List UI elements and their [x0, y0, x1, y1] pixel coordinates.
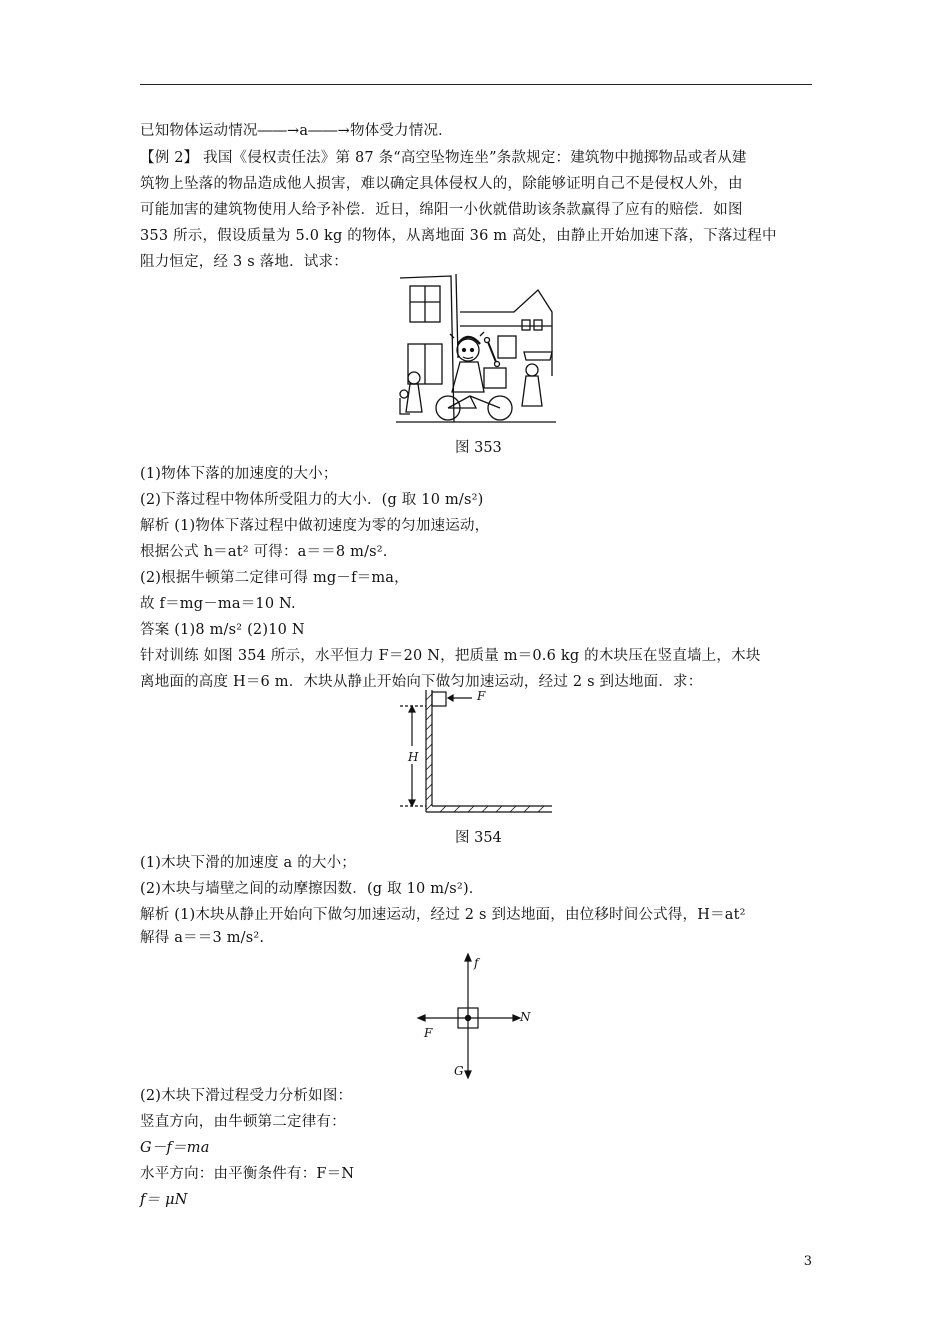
- exercise-analysis-line-5: 水平方向：由平衡条件有：F＝N: [140, 1166, 355, 1182]
- exercise-analysis-line-2: 解得 a＝＝3 m/s².: [140, 930, 265, 946]
- analysis-line-3: (2)根据牛顿第二定律可得 mg－f＝ma，: [140, 570, 409, 586]
- example-2-line-2: 筑物上坠落的物品造成他人损害，难以确定具体侵权人的，除能够证明自己不是侵权人外，由: [140, 176, 743, 192]
- force-label-N: N: [520, 1010, 531, 1024]
- force-label-F: F: [424, 1026, 433, 1040]
- force-label-F-354: F: [477, 689, 486, 703]
- exercise-question-1: (1)木块下滑的加速度 a 的大小；: [140, 855, 357, 871]
- example-2-line-1: 【例 2】 我国《侵权责任法》第 87 条“高空坠物连坐”条款规定：建筑物中抛掷物品或者从建: [140, 150, 747, 166]
- header-rule: [140, 84, 812, 85]
- force-label-G: G: [454, 1064, 464, 1078]
- exercise-question-2: (2)木块与墙壁之间的动摩擦因数．(g 取 10 m/s²)．: [140, 881, 484, 897]
- exercise-equation-1: G－f＝ma: [140, 1140, 210, 1156]
- force-label-f: f: [474, 956, 479, 970]
- exercise-analysis-line-4: 竖直方向，由牛顿第二定律有：: [140, 1114, 346, 1130]
- exercise-analysis-line-1: 解析 (1)木块从静止开始向下做匀加速运动，经过 2 s 到达地面，由位移时间公式得，H＝at²: [140, 907, 746, 923]
- example-2-line-4: 353 所示，假设质量为 5.0 kg 的物体，从离地面 36 m 高处，由静止开始加速下落，下落过程中: [140, 228, 777, 244]
- height-label-H: H: [408, 750, 419, 764]
- figure-353-illustration: [396, 272, 556, 424]
- figure-353-caption: 图 353: [455, 440, 502, 456]
- exercise-analysis-line-3: (2)木块下滑过程受力分析如图：: [140, 1088, 353, 1104]
- answer-line: 答案 (1)8 m/s² (2)10 N: [140, 622, 305, 638]
- exercise-line-2: 离地面的高度 H＝6 m．木块从静止开始向下做匀加速运动，经过 2 s 到达地面．求：: [140, 674, 703, 690]
- page-number: 3: [803, 1254, 812, 1269]
- exercise-equation-2: f＝ μN: [140, 1192, 188, 1208]
- question-1: (1)物体下落的加速度的大小；: [140, 466, 338, 482]
- analysis-line-1: 解析 (1)物体下落过程中做初速度为零的匀加速运动，: [140, 518, 490, 534]
- figure-354-caption: 图 354: [455, 830, 502, 846]
- exercise-line-1: 针对训练 如图 354 所示，水平恒力 F＝20 N，把质量 m＝0.6 kg 的木块压在竖直墙上，木块: [140, 648, 761, 664]
- question-2: (2)下落过程中物体所受阻力的大小．(g 取 10 m/s²): [140, 492, 484, 508]
- analysis-line-4: 故 f＝mg－ma＝10 N.: [140, 596, 296, 612]
- example-2-line-3: 可能加害的建筑物使用人给予补偿．近日，绵阳一小伙就借助该条款赢得了应有的赔偿．如图: [140, 202, 743, 218]
- force-analysis-diagram: [416, 952, 532, 1080]
- text-line-1: 已知物体运动情况――→a――→物体受力情况．: [140, 123, 453, 139]
- figure-354-diagram: [396, 688, 556, 816]
- analysis-line-2: 根据公式 h＝at² 可得：a＝＝8 m/s².: [140, 544, 388, 560]
- example-2-line-5: 阻力恒定，经 3 s 落地．试求：: [140, 254, 348, 270]
